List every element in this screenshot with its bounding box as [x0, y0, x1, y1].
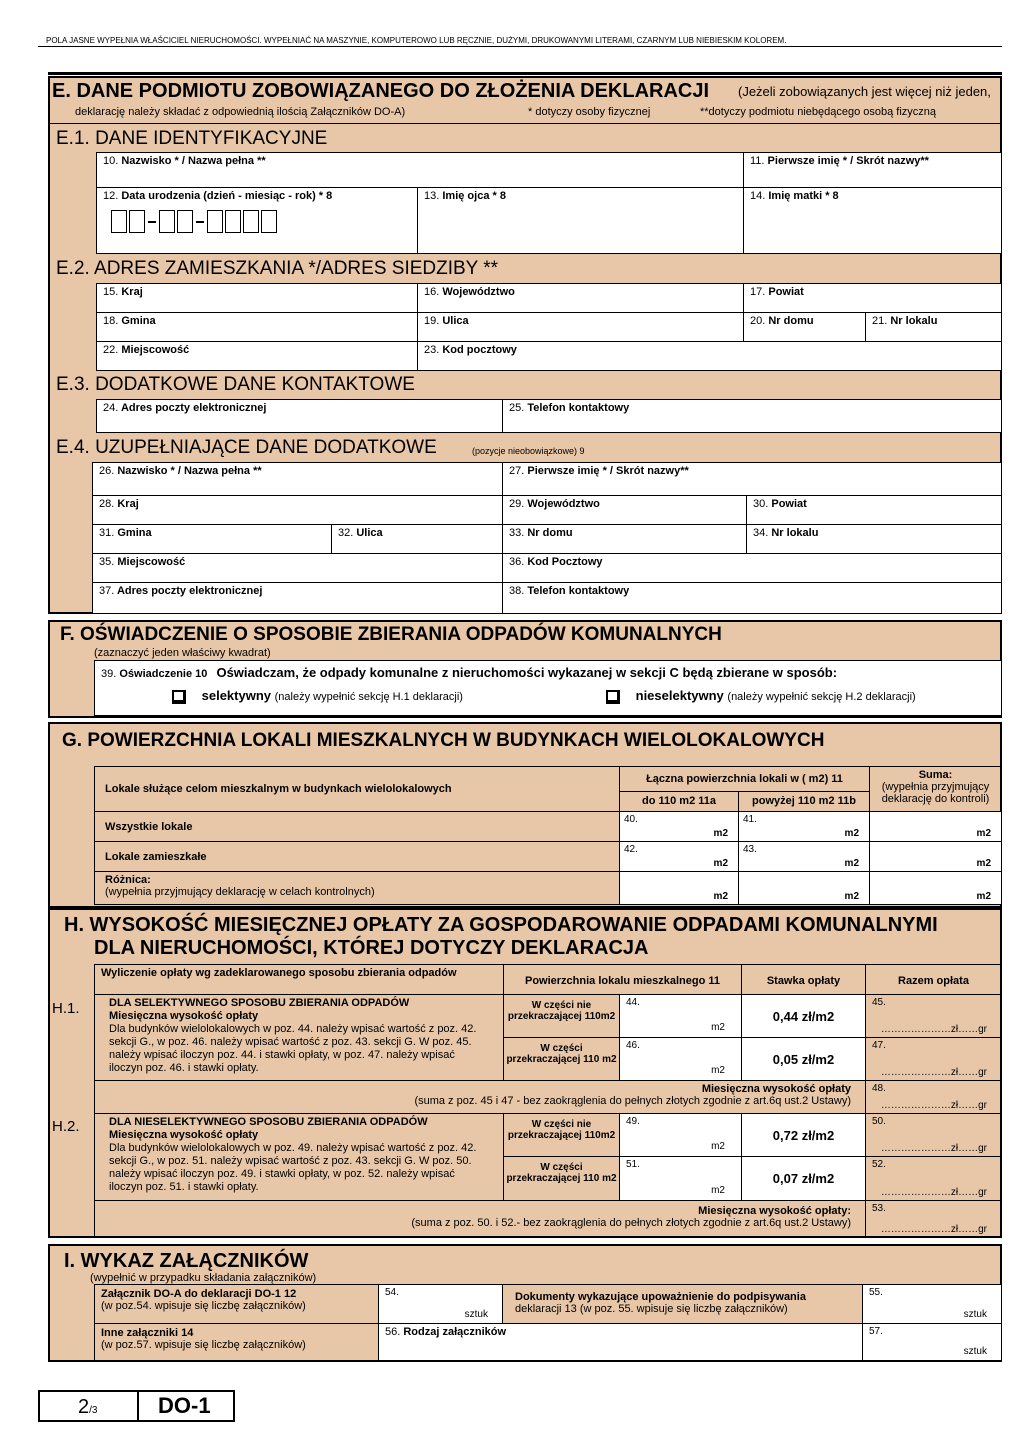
option-selective[interactable] — [172, 688, 463, 704]
unit: m2 — [711, 1185, 725, 1196]
field-16[interactable] — [417, 283, 744, 313]
page: 2 — [78, 1396, 90, 1418]
h1-head: DLA SELEKTYWNEGO SPOSOBU ZBIERANIA ODPADÓW — [109, 997, 410, 1009]
num: 26. — [99, 465, 115, 477]
field-41[interactable] — [738, 811, 870, 842]
unit: m2 — [844, 858, 859, 869]
h-col4: Razem opłata — [865, 964, 1002, 995]
field-29[interactable] — [502, 495, 747, 525]
num: 51. — [626, 1159, 640, 1170]
g-row-occupied: Lokale zamieszkałe — [94, 841, 620, 872]
unit: m2 — [711, 1022, 725, 1033]
checkbox-selective[interactable] — [172, 690, 186, 704]
num: 32. — [338, 527, 354, 539]
label: Nr lokalu — [771, 527, 819, 539]
h1-body: Dla budynków wielolokalowych w poz. 44. należy wpisać wartość z poz. 42. sekcji G., w poz. 46. należy wpisać wartość z poz. 43. sekcji G. W poz. 45. należy wpisać iloczyn poz. 44. i stawki opłaty, w poz. 47. należy wpisać iloczyn poz. 46. i stawki opłaty. — [109, 1023, 477, 1074]
e2-title: E.2. ADRES ZAMIESZKANIA */ADRES SIEDZIBY ** — [56, 258, 499, 279]
amount: …………………zł……gr — [880, 1187, 987, 1198]
field-11[interactable] — [743, 152, 1002, 188]
rule — [48, 72, 1002, 75]
num: 25. — [509, 402, 525, 414]
num: 19. — [424, 315, 440, 327]
field-15[interactable] — [96, 283, 418, 313]
section-e-title: E. DANE PODMIOTU ZOBOWIĄZANEGO DO ZŁOŻENIA DEKLARACJI — [52, 80, 710, 102]
num: 24. — [103, 402, 119, 414]
amount: …………………zł……gr — [880, 1100, 987, 1111]
num: 20. — [750, 315, 766, 327]
num: 22. — [103, 344, 119, 356]
star-note-2: **dotyczy podmiotu niebędącego osobą fizyczną — [700, 106, 937, 118]
field-43[interactable] — [738, 841, 870, 872]
section-i-title: I. WYKAZ ZAŁĄCZNIKÓW — [64, 1250, 309, 1272]
h2-b-label: W części przekraczającej 110 m2 — [503, 1156, 620, 1201]
num: 38. — [509, 585, 525, 597]
num: 10. — [103, 155, 119, 167]
label: Województwo — [442, 286, 515, 298]
num: 13. — [424, 190, 440, 202]
g-col-a: do 110 m2 11a — [619, 791, 739, 812]
field-20[interactable] — [743, 312, 866, 342]
checkbox-nonselective[interactable] — [606, 690, 620, 704]
field-57[interactable] — [862, 1323, 1002, 1361]
rate-51: 0,07 zł/m2 — [741, 1156, 866, 1201]
unit: m2 — [976, 891, 991, 902]
section-f-note: (zaznaczyć jeden właściwy kwadrat) — [94, 647, 271, 659]
note: (wypełnia przyjmujący deklarację do kontroli) — [881, 781, 990, 805]
footer-divider — [137, 1390, 139, 1422]
field-30[interactable] — [746, 495, 1002, 525]
num: 12. — [103, 190, 119, 202]
field-34[interactable] — [746, 524, 1002, 554]
num: 42. — [624, 844, 638, 855]
num: 33. — [509, 527, 525, 539]
label: Pierwsze imię * / Skrót nazwy** — [767, 155, 929, 167]
label: Telefon kontaktowy — [527, 585, 630, 597]
g-col-total: Łączna powierzchnia lokali w ( m2) 11 — [619, 766, 870, 792]
field-49[interactable] — [619, 1113, 742, 1157]
rate-44: 0,44 zł/m2 — [741, 994, 866, 1038]
rate-49: 0,72 zł/m2 — [741, 1113, 866, 1157]
page-number — [78, 1396, 97, 1419]
g-row-diff — [94, 871, 620, 905]
unit: m2 — [713, 858, 728, 869]
num: 55. — [869, 1287, 883, 1298]
label: Adres poczty elektronicznej — [120, 402, 267, 414]
label: Nazwisko * / Nazwa pełna ** — [121, 155, 266, 167]
field-44[interactable] — [619, 994, 742, 1038]
field-13[interactable] — [417, 187, 744, 254]
note: deklaracji 13 (w poz. 55. wpisuje się liczbę załączników) — [515, 1303, 788, 1315]
num: 16. — [424, 286, 440, 298]
num: 43. — [743, 844, 757, 855]
num: 35. — [99, 556, 115, 568]
label: Województwo — [527, 498, 600, 510]
num: 17. — [750, 286, 766, 298]
section-g-title: G. POWIERZCHNIA LOKALI MIESZKALNYCH W BUDYNKACH WIELOLOKALOWYCH — [62, 730, 825, 751]
field-47[interactable] — [865, 1037, 1002, 1081]
field-38[interactable] — [502, 582, 1002, 614]
field-45[interactable] — [865, 994, 1002, 1038]
label: Telefon kontaktowy — [527, 402, 630, 414]
h2-body: Dla budynków wielolokalowych w poz. 49. należy wpisać wartość z poz. 42. sekcji G., w poz. 51. należy wpisać wartość z poz. 43. sekcji G. W poz. 50. należy wpisać iloczyn poz. 49. i stawki opłaty, w poz. 52. należy wpisać iloczyn poz. 51. i stawki opłaty. — [109, 1142, 477, 1193]
unit: m2 — [713, 828, 728, 839]
section-h-title-2: DLA NIERUCHOMOŚCI, KTÓREJ DOTYCZY DEKLARACJA — [94, 937, 649, 959]
field-52[interactable] — [865, 1156, 1002, 1201]
field-42[interactable] — [619, 841, 739, 872]
field-12[interactable] — [96, 187, 418, 254]
field-33[interactable] — [502, 524, 747, 554]
label: Oświadczenie 10 — [119, 668, 208, 680]
label: Miejscowość — [117, 556, 186, 568]
g-col1 — [94, 766, 620, 812]
field-40[interactable] — [619, 811, 739, 842]
field-48[interactable] — [865, 1080, 1002, 1114]
section-h-title-1: H. WYSOKOŚĆ MIESIĘCZNEJ OPŁATY ZA GOSPODAROWANIE ODPADAMI KOMUNALNYMI — [64, 914, 938, 936]
att-a3 — [94, 1323, 379, 1361]
num: 48. — [872, 1083, 886, 1094]
label: selektywny — [201, 688, 271, 703]
label: Różnica: — [105, 874, 151, 886]
h1-a-label: W części nie przekraczającej 110m2 — [503, 994, 620, 1038]
label: Powiat — [768, 286, 804, 298]
label: Kraj — [121, 286, 143, 298]
num: 46. — [626, 1040, 640, 1051]
field-35[interactable] — [92, 553, 503, 583]
form-code: DO-1 — [158, 1393, 211, 1418]
num: 14. — [750, 190, 766, 202]
field-21[interactable] — [865, 312, 1002, 342]
field-55[interactable] — [862, 1284, 1002, 1324]
label: Nr domu — [527, 527, 573, 539]
field-46[interactable] — [619, 1037, 742, 1081]
label: Nazwisko * / Nazwa pełna ** — [117, 465, 262, 477]
label: Adres poczty elektronicznej — [116, 585, 263, 597]
label: Rodzaj załączników — [403, 1326, 507, 1338]
num: 37. — [99, 585, 115, 597]
diff-sum[interactable] — [869, 871, 1002, 905]
field-53[interactable] — [865, 1200, 1002, 1238]
label: Dokumenty wykazujące upoważnienie do podpisywania — [515, 1291, 806, 1303]
att-a1 — [94, 1284, 379, 1324]
amount: …………………zł……gr — [880, 1143, 987, 1154]
h1-label: H.1. — [52, 1000, 80, 1017]
num: 49. — [626, 1116, 640, 1127]
field-50[interactable] — [865, 1113, 1002, 1157]
num: 36. — [509, 556, 525, 568]
num: 44. — [626, 997, 640, 1008]
note: (wypełnia przyjmujący deklarację w celach kontrolnych) — [105, 886, 375, 898]
note: (suma z poz. 45 i 47 - bez zaokrąglenia do pełnych złotych zgodnie z art.6q ust.2 Ustawy) — [414, 1095, 851, 1107]
field-19[interactable] — [417, 312, 744, 342]
unit: m2 — [711, 1065, 725, 1076]
rule — [48, 123, 1002, 124]
sum-all[interactable] — [869, 811, 1002, 842]
num: 11. — [750, 155, 765, 167]
num: 57. — [869, 1326, 883, 1337]
field-17[interactable] — [743, 283, 1002, 313]
label: Załącznik DO-A do deklaracji DO-1 12 — [101, 1288, 297, 1300]
h1-desc — [94, 994, 504, 1081]
label: Ulica — [356, 527, 383, 539]
star-note-1: * dotyczy osoby fizycznej — [528, 106, 651, 118]
note: (należy wypełnić sekcję H.1 deklaracji) — [274, 691, 463, 703]
num: 53. — [872, 1203, 886, 1214]
num: 45. — [872, 997, 886, 1008]
unit: m2 — [976, 858, 991, 869]
amount: …………………zł……gr — [880, 1067, 987, 1078]
field-25[interactable] — [502, 399, 1002, 433]
num: 28. — [99, 498, 115, 510]
num: 50. — [872, 1116, 886, 1127]
section-e-title-note: (Jeżeli zobowiązanych jest więcej niż jeden, — [738, 84, 991, 99]
h1-b-label: W części przekraczającej 110 m2 — [503, 1037, 620, 1081]
h2-label: H.2. — [52, 1118, 80, 1135]
diff-a[interactable] — [619, 871, 739, 905]
label: Kraj — [117, 498, 139, 510]
h1-sub: Miesięczna wysokość opłaty — [109, 1010, 259, 1022]
field-27[interactable] — [502, 462, 1002, 496]
field-54[interactable] — [378, 1284, 503, 1324]
g-row-all: Wszystkie lokale — [94, 811, 620, 842]
note: (w poz.57. wpisuje się liczbę załączników) — [101, 1339, 306, 1351]
num: 41. — [743, 814, 757, 825]
num: 47. — [872, 1040, 886, 1051]
unit: sztuk — [963, 1346, 987, 1357]
h2-sub: Miesięczna wysokość opłaty — [109, 1129, 259, 1141]
label: Miesięczna wysokość opłaty — [701, 1083, 851, 1095]
field-22[interactable] — [96, 341, 418, 371]
label: nieselektywny — [635, 688, 724, 703]
date-boxes[interactable] — [111, 210, 411, 233]
num: 56. — [385, 1326, 401, 1338]
g-col-b: powyżej 110 m2 11b — [738, 791, 870, 812]
unit: m2 — [713, 891, 728, 902]
field-32[interactable] — [331, 524, 503, 554]
label: Pierwsze imię * / Skrót nazwy** — [527, 465, 689, 477]
g-col-sum — [869, 766, 1002, 812]
label: Nr lokalu — [890, 315, 938, 327]
note: (należy wypełnić sekcję H.2 deklaracji) — [727, 691, 916, 703]
h-col2: Powierzchnia lokalu mieszkalnego 11 — [503, 964, 742, 995]
h-col3: Stawka opłaty — [741, 964, 866, 995]
h2-head: DLA NIESELEKTYWNEGO SPOSOBU ZBIERANIA ODPADÓW — [109, 1116, 428, 1128]
unit: m2 — [711, 1141, 725, 1152]
h2-desc — [94, 1113, 504, 1201]
field-51[interactable] — [619, 1156, 742, 1201]
unit: m2 — [844, 828, 859, 839]
unit: sztuk — [963, 1309, 987, 1320]
field-26[interactable] — [92, 462, 503, 496]
h-col1: Wyliczenie opłaty wg zadeklarowanego sposobu zbierania odpadów — [94, 964, 504, 995]
label: Ulica — [442, 315, 469, 327]
section-i-note: (wypełnić w przypadku składania załączników) — [90, 1272, 317, 1284]
top-note: POLA JASNE WYPEŁNIA WŁAŚCICIEL NIERUCHOMOŚCI. WYPEŁNIAĆ NA MASZYNIE, KOMPUTEROWO LUB RĘCZNIE, DUŻYMI, DRUKOWANYMI LITERAMI, CZARNYM LUB NIEBIESKIM KOLOREM. — [46, 36, 787, 45]
num: 31. — [99, 527, 115, 539]
num: 54. — [385, 1287, 399, 1298]
note: (suma z poz. 50. i 52.- bez zaokrąglenia do pełnych złotych zgodnie z art.6q ust.2 Ustawy) — [411, 1217, 851, 1229]
field-14[interactable] — [743, 187, 1002, 254]
diff-b[interactable] — [738, 871, 870, 905]
e4-title: E.4. UZUPEŁNIAJĄCE DANE DODATKOWE — [56, 437, 437, 458]
label: Imię ojca * 8 — [442, 190, 506, 202]
label: Imię matki * 8 — [768, 190, 839, 202]
label: Miesięczna wysokość opłaty: — [698, 1205, 851, 1217]
field-24[interactable] — [96, 399, 503, 433]
num: 15. — [103, 286, 119, 298]
label: Gmina — [121, 315, 156, 327]
label: Gmina — [117, 527, 152, 539]
num: 39. — [101, 668, 117, 680]
statement: Oświadczam, że odpady komunalne z nieruchomości wykazanej w sekcji C będą zbierane w sposób: — [216, 665, 838, 680]
label: Powiat — [771, 498, 807, 510]
label: Nr domu — [768, 315, 814, 327]
label: Suma: — [918, 769, 953, 781]
num: 29. — [509, 498, 525, 510]
label: Data urodzenia (dzień - miesiąc - rok) * 8 — [121, 190, 333, 202]
field-37[interactable] — [92, 582, 503, 614]
section-e-subline: deklarację należy składać z odpowiednią ilością Załączników DO-A) — [75, 106, 406, 118]
amount: …………………zł……gr — [880, 1224, 987, 1235]
h2-sum-label — [94, 1200, 866, 1238]
unit: sztuk — [464, 1309, 488, 1320]
num: 18. — [103, 315, 119, 327]
num: 34. — [753, 527, 769, 539]
section-f-title: F. OŚWIADCZENIE O SPOSOBIE ZBIERANIA ODPADÓW KOMUNALNYCH — [60, 624, 722, 645]
num: 52. — [872, 1159, 886, 1170]
field-23[interactable] — [417, 341, 1002, 371]
field-31[interactable] — [92, 524, 332, 554]
label: Kod Pocztowy — [527, 556, 603, 568]
num: 30. — [753, 498, 769, 510]
num: 21. — [872, 315, 888, 327]
amount: …………………zł……gr — [880, 1024, 987, 1035]
field-18[interactable] — [96, 312, 418, 342]
label: Miejscowość — [121, 344, 190, 356]
num: 27. — [509, 465, 525, 477]
field-36[interactable] — [502, 553, 1002, 583]
att-a2 — [502, 1284, 863, 1324]
h2-a-label: W części nie przekraczającej 110m2 — [503, 1113, 620, 1157]
unit: m2 — [976, 828, 991, 839]
label: Lokale służące celom mieszkalnym w budynkach wielolokalowych — [105, 783, 452, 795]
e1-title: E.1. DANE IDENTYFIKACYJNE — [56, 128, 328, 149]
h1-sum-label — [94, 1080, 866, 1114]
rate-46: 0,05 zł/m2 — [741, 1037, 866, 1081]
num: 23. — [424, 344, 440, 356]
option-nonselective[interactable] — [606, 688, 916, 704]
page-of: /3 — [89, 1405, 98, 1416]
label: Inne załączniki 14 — [101, 1327, 194, 1339]
e4-note: (pozycje nieobowiązkowe) 9 — [472, 446, 585, 456]
num: 40. — [624, 814, 638, 825]
label: Kod pocztowy — [442, 344, 517, 356]
field-56[interactable] — [378, 1323, 863, 1361]
note: (w poz.54. wpisuje się liczbę załączników) — [101, 1300, 306, 1312]
field-28[interactable] — [92, 495, 503, 525]
top-rule — [38, 46, 1002, 47]
sum-occupied[interactable] — [869, 841, 1002, 872]
unit: m2 — [844, 891, 859, 902]
field-10[interactable] — [96, 152, 744, 188]
e3-title: E.3. DODATKOWE DANE KONTAKTOWE — [56, 374, 415, 395]
